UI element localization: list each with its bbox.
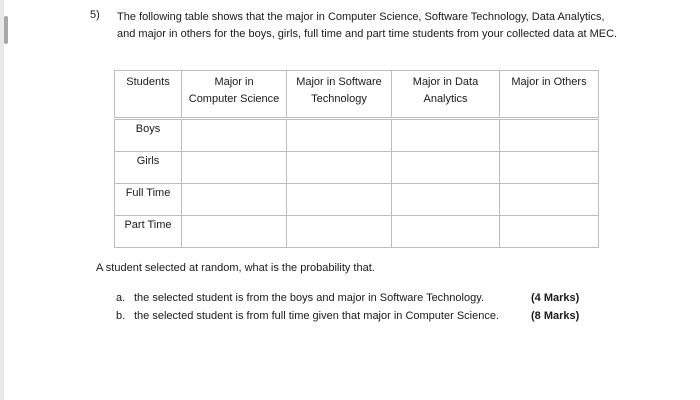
probability-prompt: A student selected at random, what is the probability that.: [96, 262, 375, 274]
table-cell: [287, 119, 392, 152]
table-row-part-time: [115, 216, 599, 248]
header-students: [115, 71, 182, 119]
header-line: Major in Others: [511, 76, 587, 88]
table-cell: [182, 184, 287, 216]
table-cell: [392, 216, 500, 248]
header-line: Students: [126, 76, 170, 88]
header-line: Technology: [311, 93, 367, 105]
document-page: [4, 0, 700, 400]
table-row-boys: [115, 119, 599, 152]
table-cell: [287, 152, 392, 184]
table-cell: [182, 216, 287, 248]
sub-question-text: the selected student is from full time given that major in Computer Science.: [134, 310, 500, 322]
student-major-table: [114, 70, 599, 248]
table-cell: [182, 119, 287, 152]
question-text: The following table shows that the major in Computer Science, Software Technology, Data Analytics, and major in others for the boys, girls, full time and part time students from your collected data at MEC.: [117, 11, 618, 40]
table-row-girls: [115, 152, 599, 184]
marks-b: (8 Marks): [531, 310, 580, 322]
question-number: 5): [90, 9, 100, 21]
table-cell: [392, 184, 500, 216]
table-cell: [287, 216, 392, 248]
table-cell: [500, 216, 599, 248]
table-row-full-time: [115, 184, 599, 216]
table-header-row: [115, 71, 599, 119]
header-line: Major in Software: [296, 76, 382, 88]
sub-question-letter: b.: [116, 310, 126, 322]
header-major-others: [500, 71, 599, 119]
table-cell: [500, 119, 599, 152]
sub-question-text: the selected student is from the boys and major in Software Technology.: [134, 292, 484, 304]
scroll-indicator[interactable]: [4, 16, 8, 44]
table-cell: [287, 184, 392, 216]
row-label: Part Time: [115, 216, 182, 248]
row-label: Boys: [115, 119, 182, 152]
header-line: Major in Data: [412, 76, 479, 88]
table-cell: [500, 184, 599, 216]
header-major-computer-science: [182, 71, 287, 119]
table-cell: [392, 152, 500, 184]
table-cell: [500, 152, 599, 184]
header-major-data-analytics: [392, 71, 500, 119]
header-line: Computer Science: [188, 93, 280, 105]
header-line: Analytics: [423, 93, 468, 105]
sub-question-letter: a.: [116, 292, 126, 304]
row-label: Girls: [115, 152, 182, 184]
marks-a: (4 Marks): [531, 292, 580, 304]
table-cell: [392, 119, 500, 152]
row-label: Full Time: [115, 184, 182, 216]
header-major-software-technology: [287, 71, 392, 119]
table-cell: [182, 152, 287, 184]
header-line: Major in: [214, 76, 254, 88]
